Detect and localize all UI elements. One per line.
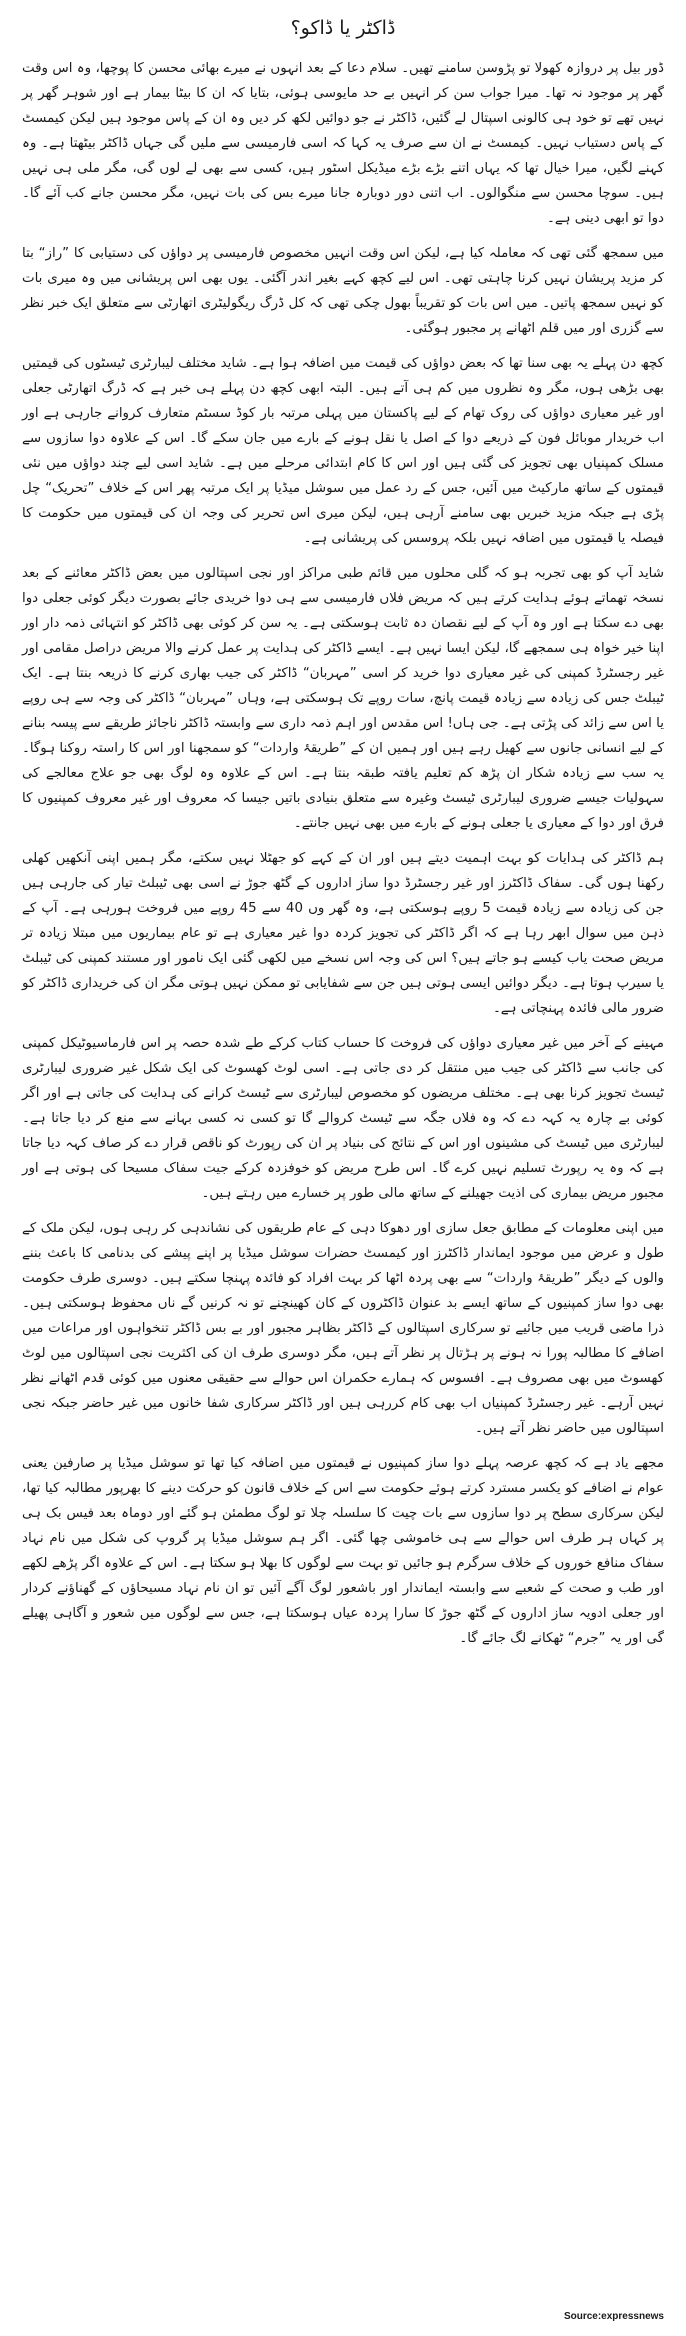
article-paragraph-4: شاید آپ کو بھی تجربہ ہو کہ گلی محلوں میں قائم طبی مراکز اور نجی اسپتالوں میں بعض ڈاکٹر معائنے کے بعد نسخہ تھماتے ہوئے ہدایت کرتے ہیں کہ مریض فلاں فارمیسی سے ہی دوا خریدی جائے بصورت دیگر کوئی جعلی دوا بھی دے سکتا ہے اور وہ آپ کے لیے نقصان دہ ثابت ہوسکتی ہے۔ یہ سن کر کوئی بھی ڈاکٹر کو انتہائی ذمہ دار اور اپنا خیر خواہ ہی سمجھے گا، لیکن ایسا نہیں ہے۔ ایسے ڈاکٹر کی ہدایت پر عمل کرنے والا مریض دراصل مقامی اور غیر رجسٹرڈ کمپنی کی غیر معیاری دوا خرید کر اسی ”مہربان“ ڈاکٹر کی جیب بھاری کرنے کا ذریعہ بنتا ہے۔ ایک ٹیبلٹ جس کی زیادہ سے زیادہ قیمت پانچ، سات روپے تک ہوسکتی ہے، وہاں ”مہربان“ ڈاکٹر کی وجہ سے ہی روپے یا اس سے زائد کی پڑتی ہے۔ جی ہاں! اس مقدس اور اہم ذمہ داری سے وابستہ ڈاکٹر ناجائز طریقے سے پیسہ بنانے کے لیے انسانی جانوں سے کھیل رہے ہیں اور ہمیں ان کے ”طریقۂ واردات“ کو سمجھنا اور اس کا راستہ روکنا ہوگا۔ یہ سب سے زیادہ شکار ان پڑھ کم تعلیم یافتہ طبقہ بنتا ہے۔ اس کے علاوہ وہ لوگ بھی جو علاج معالجے کی سہولیات جیسے ضروری لیبارٹری ٹیسٹ وغیرہ سے متعلق بنیادی باتیں جیسا کہ معروف اور غیر معروف کمپنیوں کا فرق اور دوا کے معیاری یا جعلی ہونے کے بارے میں بھی نہیں جانتے۔ [22, 566, 664, 831]
article-title: ڈاکٹر یا ڈاکو؟ [290, 17, 396, 39]
article-paragraph-8: مجھے یاد ہے کہ کچھ عرصہ پہلے دوا ساز کمپنیوں نے قیمتوں میں اضافہ کیا تھا تو سوشل میڈیا پر صارفین یعنی عوام نے اضافے کو یکسر مسترد کرتے ہوئے حکومت سے اس کے خلاف قانون کو حرکت دینے کا بھرپور مطالبہ کیا تھا، لیکن سرکاری سطح پر دوا سازوں سے بات چیت کا سلسلہ چلا تو لوگ مطمئن ہو گئے اور دوماہ بعد فیس بک ہی پر کہاں ہر طرف اس حوالے سے ہی خاموشی چھا گئی۔ اگر ہم سوشل میڈیا پر گروپ کی شکل میں نام نہاد سفاک منافع خوروں کے خلاف سرگرم ہو جائیں تو بہت سے لوگوں کا بھلا ہو سکتا ہے۔ اس کے علاوہ اگر پڑھے لکھے اور طب و صحت کے شعبے سے وابستہ ایماندار اور باشعور لوگ آگے آئیں تو ان نام نہاد مسیحاؤں کے گھناؤنے کردار اور جعلی ادویہ ساز اداروں کے گٹھ جوڑ کا سارا پردہ عیاں ہوسکتا ہے، جس سے لوگوں میں شعور و آگاہی پھیلے گی اور یہ ”جرم“ ٹھکانے لگ جائے گا۔ [22, 1456, 664, 1646]
article-paragraph-2: میں سمجھ گئی تھی کہ معاملہ کیا ہے، لیکن اس وقت انہیں مخصوص فارمیسی پر دواؤں کی دستیابی کا ”راز“ بتا کر مزید پریشان نہیں کرنا چاہتی تھی۔ اس لیے کچھ کہے بغیر اندر آگئی۔ یوں بھی اس پریشانی میں وہ میری بات کو نہیں سمجھ پاتیں۔ میں اس بات کو تقریباً بھول چکی تھی کہ کل ڈرگ ریگولیٹری اتھارٹی سے متعلق ایک خبر نظر سے گزری اور میں قلم اٹھانے پر مجبور ہوگئی۔ [22, 246, 664, 336]
article-paragraph-3: کچھ دن پہلے یہ بھی سنا تھا کہ بعض دواؤں کی قیمت میں اضافہ ہوا ہے۔ شاید مختلف لیبارٹری ٹیسٹوں کی قیمتیں بھی بڑھی ہوں، مگر وہ نظروں میں کم ہی آتے ہیں۔ البتہ ابھی کچھ دن پہلے ہی خبر ہے کہ ڈرگ اتھارٹی جعلی اور غیر معیاری دواؤں کی روک تھام کے لیے پاکستان میں پہلی مرتبہ بار کوڈ سسٹم متعارف کروانے جارہی ہے اور اب خریدار موبائل فون کے ذریعے دوا کے اصل یا نقل ہونے کے بارے میں جان سکے گا۔ اس کے علاوہ دوا سازوں سے مسلک کمپنیاں بھی تجویز کی گئی ہیں اور اس کا کام ابتدائی مرحلے میں ہے۔ شاید اسی لیے چند دواؤں میں نئی قیمتوں کے ساتھ مارکیٹ میں آئیں، جس کے رد عمل میں سوشل میڈیا پر ایک مرتبہ پھر اس کے خلاف ”تحریک“ چل پڑی ہے جبکہ مزید خبریں بھی سامنے آرہی ہیں، لیکن میری اس تحریر کی وجہ ان کی قیمتوں میں حکومت کا فیصلہ یا قیمتوں میں اضافہ نہیں بلکہ پروسس کی پریشانی ہے۔ [22, 356, 664, 546]
article-paragraph-5: ہم ڈاکٹر کی ہدایات کو بہت اہمیت دیتے ہیں اور ان کے کہے کو جھٹلا نہیں سکتے، مگر ہمیں اپنی آنکھیں کھلی رکھنا ہوں گی۔ سفاک ڈاکٹرز اور غیر رجسٹرڈ دوا ساز اداروں کے گٹھ جوڑ نے اسی بھی ٹیبلٹ تیار کی جارہی ہیں جن کی زیادہ سے زیادہ قیمت 5 روپے ہوسکتی ہے، وہ گھر وں 40 سے 45 روپے میں فروخت ہورہی ہے۔ آپ کے ذہن میں سوال ابھر رہا ہے کہ اگر ڈاکٹر کی تجویز کردہ دوا غیر معیاری ہے تو عام بیماریوں میں مبتلا زیادہ تر مریض صحت یاب کیسے ہو جاتے ہیں؟ اس کی وجہ اس نسخے میں لکھی گئی ایک نامور اور مستند کمپنی کی ٹیبلٹ یا سیرپ ہوتا ہے۔ دیگر دوائیں ایسی ہوتی ہیں جن سے شفایابی تو ممکن نہیں ہوتی مگر ان کی خریداری ڈاکٹر کو ضرور مالی فائدہ پہنچاتی ہے۔ [22, 851, 664, 1016]
article-paragraph-6: مہینے کے آخر میں غیر معیاری دواؤں کی فروخت کا حساب کتاب کرکے طے شدہ حصہ پر اس فارماسیوٹیکل کمپنی کی جانب سے ڈاکٹر کی جیب میں منتقل کر دی جاتی ہے۔ اسی لوٹ کھسوٹ کی ایک شکل غیر ضروری لیبارٹری ٹیسٹ تجویز کرنا بھی ہے۔ مختلف مریضوں کو مخصوص لیبارٹری سے ٹیسٹ کرانے کی ہدایت کی جاتی ہے اور اگر کوئی بے چارہ یہ کہہ دے کہ وہ فلاں جگہ سے ٹیسٹ کروالے گا تو کسی نہ کسی بہانے سے منع کر دیا جاتا ہے۔ لیبارٹری میں ٹیسٹ کی مشینوں اور اس کے نتائج کی بنیاد پر ان کی رپورٹ کو ناقص قرار دے کر صاف کہہ دیا جاتا ہے کہ وہ یہ رپورٹ تسلیم نہیں کرے گا۔ اس طرح مریض کو خوفزدہ کرکے جیت سفاک مسیحا کی ہوتی ہے اور مجبور مریض بیماری کی اذیت جھیلنے کے ساتھ مالی طور پر خسارے میں رہتے ہیں۔ [22, 1036, 664, 1201]
article-body [22, 56, 664, 1651]
source-credit: Source:expressnews [563, 2311, 664, 2322]
article-paragraph-1: ڈور بیل پر دروازہ کھولا تو پڑوسن سامنے تھیں۔ سلام دعا کے بعد انہوں نے میرے بھائی محسن کا پوچھا، وہ اس وقت گھر پر موجود نہ تھا۔ میرا جواب سن کر انہیں بے حد مایوسی ہوئی، بتایا کہ ان کا بیٹا بیمار ہے اور شوہر گھر پر نہیں تھے تو خود ہی کالونی اسپتال لے گئیں، ڈاکٹر نے جو دوائیں لکھ کر دیں وہ ان کے پاس موجود ہیں لیکن کیمسٹ کے پاس دستیاب نہیں۔ کیمسٹ نے ان سے صرف یہ کہا کہ اسی فارمیسی سے ملیں گی جہاں ڈاکٹر بیٹھتا ہے۔ وہ کہنے لگیں، میرا خیال تھا کہ یہاں اتنے بڑے بڑے میڈیکل اسٹور ہیں، کسی سے بھی لے لوں گی، مگر ملی ہی نہیں ہیں۔ سوچا محسن سے منگوالوں۔ اب اتنی دور دوبارہ جانا میرے بس کی بات نہیں، مگر محسن جانے کب آئے گا۔ دوا تو ابھی دینی ہے۔ [22, 61, 664, 226]
article-paragraph-7: میں اپنی معلومات کے مطابق جعل سازی اور دھوکا دہی کے عام طریقوں کی نشاندہی کر رہی ہوں، لیکن ملک کے طول و عرض میں موجود ایماندار ڈاکٹرز اور کیمسٹ حضرات سوشل میڈیا پر اپنے پیشے کی بدنامی کا باعث بننے والوں کے دیگر ”طریقۂ واردات“ سے بھی پردہ اٹھا کر بہت افراد کو فائدہ پہنچا سکتے ہیں۔ دوسری طرف حکومت بھی دوا ساز کمپنیوں کے ساتھ ایسے بد عنوان ڈاکٹروں کے کان کھینچنے تو نہ کرنیں گے ناں محفوظ ہوسکتی ہیں۔ ذرا ماضی قریب میں جائیے تو سرکاری اسپتالوں کے ڈاکٹر بظاہر مجبور اور بے بس ڈاکٹر تنخواہوں اور مراعات میں اضافے کا مطالبہ پورا نہ ہونے پر ہڑتال پر نظر آتے ہیں، مگر دوسری طرف ان کی اکثریت نجی اسپتالوں میں لوٹ کھسوٹ میں بھی مصروف ہے۔ افسوس کہ ہمارے حکمران اس حوالے سے حقیقی معنوں میں کوئی قدم اٹھانے نظر نہیں آرہے۔ غیر رجسٹرڈ کمپنیاں اب بھی کام کررہی ہیں اور ڈاکٹر سرکاری شفا خانوں میں غیر حاضر جبکہ نجی اسپتالوں میں حاضر نظر آتے ہیں۔ [22, 1221, 664, 1436]
